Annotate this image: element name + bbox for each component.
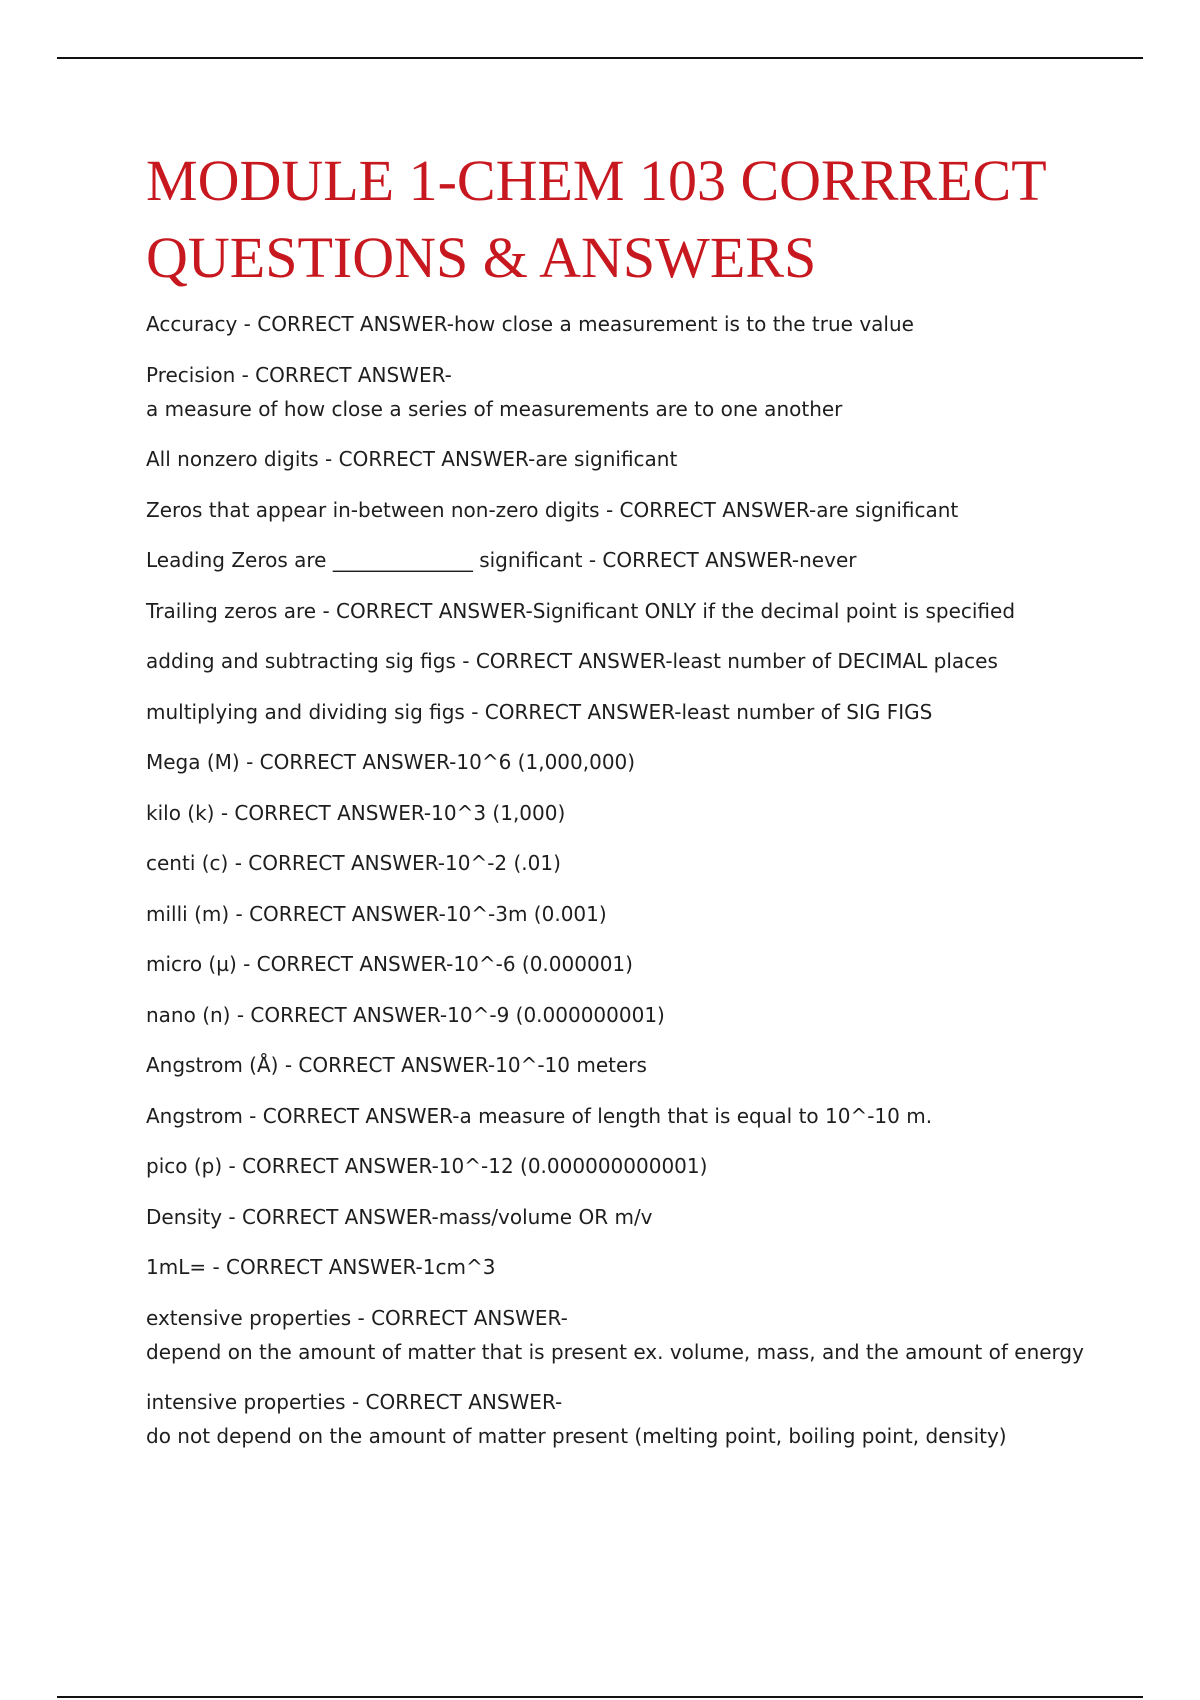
qa-text: Precision - CORRECT ANSWER- bbox=[146, 362, 452, 387]
qa-text: Density - CORRECT ANSWER-mass/volume OR m/v bbox=[146, 1204, 653, 1229]
qa-text: multiplying and dividing sig figs - CORRECT ANSWER-least number of SIG FIGS bbox=[146, 699, 933, 724]
title-line-2: QUESTIONS & ANSWERS bbox=[146, 225, 817, 290]
title-line-1: MODULE 1-CHEM 103 CORRRECT bbox=[146, 148, 1047, 213]
qa-text: centi (c) - CORRECT ANSWER-10^-2 (.01) bbox=[146, 851, 561, 875]
qa-text: kilo (k) - CORRECT ANSWER-10^3 (1,000) bbox=[146, 800, 566, 825]
qa-text: Angstrom - CORRECT ANSWER-a measure of length that is equal to 10^-10 m. bbox=[146, 1103, 933, 1128]
qa-text: All nonzero digits - CORRECT ANSWER-are significant bbox=[146, 447, 678, 471]
qa-item-centi bbox=[146, 846, 1146, 880]
qa-text: Accuracy - CORRECT ANSWER-how close a measurement is to the true value bbox=[146, 312, 914, 336]
qa-item-nonzero-digits bbox=[146, 442, 1146, 476]
qa-item-mega bbox=[146, 745, 1146, 779]
qa-item-milliliter bbox=[146, 1250, 1146, 1284]
bottom-rule bbox=[57, 1696, 1143, 1698]
qa-item-inbetween-zeros bbox=[146, 493, 1146, 527]
qa-item-milli bbox=[146, 897, 1146, 931]
qa-item-accuracy bbox=[146, 307, 1146, 341]
qa-text-continued: depend on the amount of matter that is present ex. volume, mass, and the amount of energy bbox=[146, 1339, 1084, 1364]
qa-list bbox=[146, 307, 1146, 1470]
qa-item-nano bbox=[146, 998, 1146, 1032]
qa-text: Trailing zeros are - CORRECT ANSWER-Significant ONLY if the decimal point is specified bbox=[146, 598, 1016, 623]
document-title bbox=[146, 142, 1146, 296]
qa-item-precision bbox=[146, 358, 1146, 426]
qa-text: micro (µ) - CORRECT ANSWER-10^-6 (0.000001) bbox=[146, 952, 633, 976]
qa-item-pico bbox=[146, 1149, 1146, 1183]
qa-text: Mega (M) - CORRECT ANSWER-10^6 (1,000,000) bbox=[146, 750, 636, 774]
top-rule bbox=[57, 57, 1143, 59]
qa-item-angstrom bbox=[146, 1099, 1146, 1133]
qa-item-angstrom-symbol bbox=[146, 1048, 1146, 1082]
qa-item-trailing-zeros bbox=[146, 594, 1146, 628]
qa-text: nano (n) - CORRECT ANSWER-10^-9 (0.000000001) bbox=[146, 1002, 665, 1027]
qa-item-micro bbox=[146, 947, 1146, 981]
qa-item-extensive-properties bbox=[146, 1301, 1146, 1369]
qa-text: Zeros that appear in-between non-zero digits - CORRECT ANSWER-are significant bbox=[146, 497, 959, 522]
qa-text: extensive properties - CORRECT ANSWER- bbox=[146, 1305, 568, 1330]
qa-text: milli (m) - CORRECT ANSWER-10^-3m (0.001) bbox=[146, 901, 607, 926]
qa-text: pico (p) - CORRECT ANSWER-10^-12 (0.000000000001) bbox=[146, 1154, 708, 1178]
qa-item-leading-zeros bbox=[146, 543, 1146, 577]
qa-item-density bbox=[146, 1200, 1146, 1234]
qa-text-continued: do not depend on the amount of matter present (melting point, boiling point, density) bbox=[146, 1424, 1007, 1448]
qa-item-adding-sig-figs bbox=[146, 644, 1146, 678]
qa-text: adding and subtracting sig figs - CORRECT ANSWER-least number of DECIMAL places bbox=[146, 649, 998, 673]
qa-item-kilo bbox=[146, 796, 1146, 830]
qa-text: Leading Zeros are ______________ significant - CORRECT ANSWER-never bbox=[146, 548, 857, 572]
qa-text-continued: a measure of how close a series of measurements are to one another bbox=[146, 396, 843, 421]
qa-text: Angstrom (Å) - CORRECT ANSWER-10^-10 meters bbox=[146, 1053, 647, 1077]
qa-item-intensive-properties bbox=[146, 1385, 1146, 1453]
qa-text: intensive properties - CORRECT ANSWER- bbox=[146, 1390, 563, 1414]
qa-item-multiplying-sig-figs bbox=[146, 695, 1146, 729]
qa-text: 1mL= - CORRECT ANSWER-1cm^3 bbox=[146, 1255, 496, 1279]
